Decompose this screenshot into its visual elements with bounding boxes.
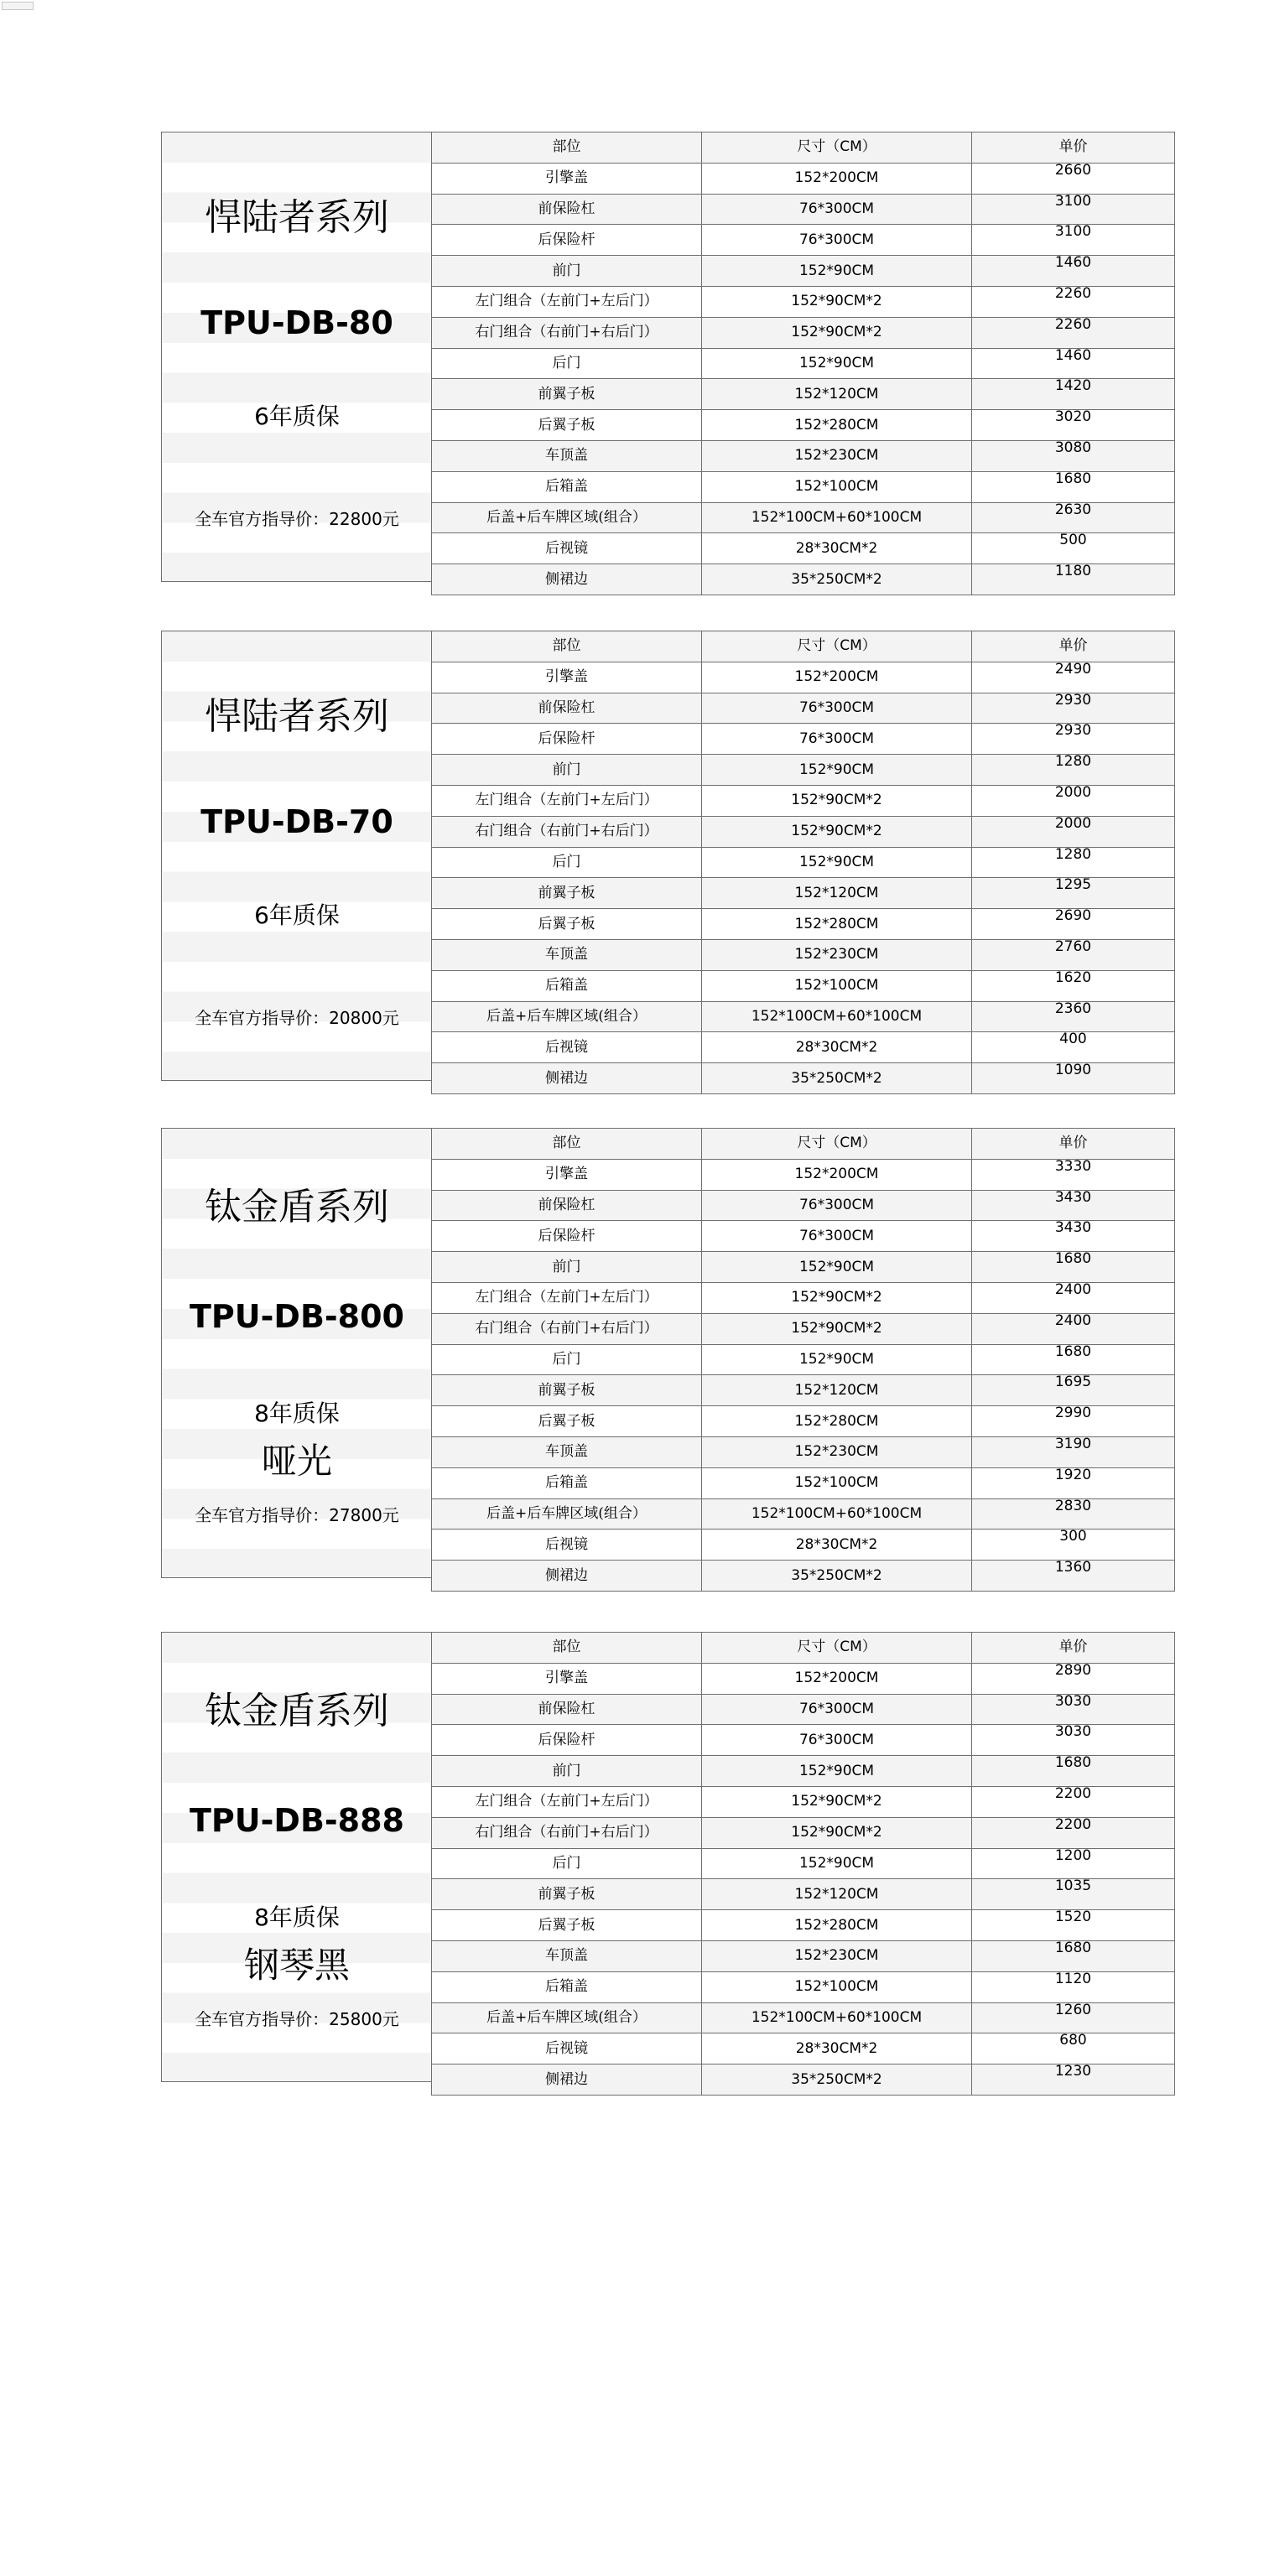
table-row xyxy=(432,1063,1175,1094)
table-row xyxy=(432,909,1175,940)
price-cell: 3030 xyxy=(972,1694,1175,1725)
size-cell: 152*100CM+60*100CM xyxy=(702,1498,972,1530)
table-header-row xyxy=(432,1129,1175,1160)
price-cell: 2630 xyxy=(972,502,1175,533)
part-cell: 侧裙边 xyxy=(432,1063,702,1094)
size-cell: 35*250CM*2 xyxy=(702,1063,972,1094)
size-cell: 152*100CM+60*100CM xyxy=(702,1001,972,1032)
size-cell: 76*300CM xyxy=(702,1221,972,1252)
part-cell: 后视镜 xyxy=(432,1032,702,1063)
product-info-panel xyxy=(161,1128,431,1578)
table-row xyxy=(432,755,1175,786)
size-cell: 152*90CM*2 xyxy=(702,1817,972,1848)
price-cell: 1180 xyxy=(972,564,1175,595)
table-row xyxy=(432,256,1175,287)
table-row xyxy=(432,1561,1175,1592)
product-info-panel xyxy=(161,631,431,1081)
size-cell: 152*90CM xyxy=(702,847,972,878)
size-cell: 152*100CM xyxy=(702,471,972,502)
price-cell: 3100 xyxy=(972,194,1175,225)
part-cell: 引擎盖 xyxy=(432,1663,702,1694)
price-cell: 1460 xyxy=(972,256,1175,287)
warranty-label: 6年质保 xyxy=(254,402,340,430)
part-cell: 左门组合（左前门+左后门） xyxy=(432,785,702,816)
price-cell: 2930 xyxy=(972,724,1175,755)
size-cell: 76*300CM xyxy=(702,724,972,755)
table-row xyxy=(432,194,1175,225)
table-row xyxy=(432,1313,1175,1344)
price-cell: 1680 xyxy=(972,1756,1175,1787)
size-cell: 152*230CM xyxy=(702,1436,972,1467)
price-cell: 500 xyxy=(972,533,1175,564)
table-row xyxy=(432,1530,1175,1561)
table-row xyxy=(432,970,1175,1001)
price-cell: 1520 xyxy=(972,1910,1175,1941)
size-cell: 152*100CM+60*100CM xyxy=(702,502,972,533)
size-cell: 152*120CM xyxy=(702,1879,972,1910)
column-header-part: 部位 xyxy=(432,631,702,662)
price-cell: 3020 xyxy=(972,410,1175,441)
price-cell: 1680 xyxy=(972,1252,1175,1283)
table-row xyxy=(432,1375,1175,1406)
price-cell: 3430 xyxy=(972,1190,1175,1221)
part-cell: 后视镜 xyxy=(432,533,702,564)
price-cell: 1200 xyxy=(972,1848,1175,1879)
size-cell: 76*300CM xyxy=(702,1190,972,1221)
size-cell: 152*200CM xyxy=(702,1663,972,1694)
parts-price-table xyxy=(431,1632,1175,2096)
table-row xyxy=(432,379,1175,410)
part-cell: 前保险杠 xyxy=(432,693,702,724)
table-row xyxy=(432,878,1175,909)
price-cell: 2200 xyxy=(972,1786,1175,1817)
size-cell: 152*90CM*2 xyxy=(702,816,972,847)
table-row xyxy=(432,1221,1175,1252)
part-cell: 后视镜 xyxy=(432,1530,702,1561)
column-header-price: 单价 xyxy=(972,1633,1175,1664)
price-cell: 2200 xyxy=(972,1817,1175,1848)
size-cell: 76*300CM xyxy=(702,194,972,225)
price-block-tpu-db-80 xyxy=(161,132,1174,588)
size-cell: 152*90CM*2 xyxy=(702,1313,972,1344)
part-cell: 后箱盖 xyxy=(432,471,702,502)
price-cell: 2260 xyxy=(972,286,1175,317)
size-cell: 152*120CM xyxy=(702,1375,972,1406)
table-row xyxy=(432,1159,1175,1190)
part-cell: 车顶盖 xyxy=(432,440,702,471)
price-cell: 1120 xyxy=(972,1971,1175,2002)
price-cell: 1230 xyxy=(972,2064,1175,2096)
part-cell: 右门组合（右前门+右后门） xyxy=(432,1817,702,1848)
size-cell: 152*100CM+60*100CM xyxy=(702,2002,972,2033)
table-row xyxy=(432,1756,1175,1787)
column-header-part: 部位 xyxy=(432,132,702,164)
price-cell: 1680 xyxy=(972,471,1175,502)
table-row xyxy=(432,410,1175,441)
column-header-size: 尺寸（CM） xyxy=(702,631,972,662)
table-row xyxy=(432,502,1175,533)
part-cell: 后门 xyxy=(432,847,702,878)
price-cell: 2490 xyxy=(972,662,1175,693)
size-cell: 152*90CM*2 xyxy=(702,1282,972,1313)
part-cell: 右门组合（右前门+右后门） xyxy=(432,816,702,847)
table-row xyxy=(432,1663,1175,1694)
price-cell: 1035 xyxy=(972,1879,1175,1910)
table-row xyxy=(432,1910,1175,1941)
finish-label: 哑光 xyxy=(261,1441,332,1482)
size-cell: 152*90CM xyxy=(702,755,972,786)
part-cell: 后翼子板 xyxy=(432,1910,702,1941)
price-cell: 3030 xyxy=(972,1725,1175,1756)
part-cell: 前门 xyxy=(432,256,702,287)
product-info-panel xyxy=(161,132,431,582)
part-cell: 后视镜 xyxy=(432,2033,702,2064)
size-cell: 152*200CM xyxy=(702,1159,972,1190)
table-row xyxy=(432,1940,1175,1971)
size-cell: 152*280CM xyxy=(702,1406,972,1437)
price-cell: 2260 xyxy=(972,317,1175,348)
part-cell: 后门 xyxy=(432,348,702,379)
size-cell: 28*30CM*2 xyxy=(702,1032,972,1063)
part-cell: 后保险杆 xyxy=(432,1221,702,1252)
table-row xyxy=(432,1498,1175,1530)
table-row xyxy=(432,2064,1175,2096)
price-cell: 2760 xyxy=(972,939,1175,970)
price-cell: 1280 xyxy=(972,755,1175,786)
part-cell: 引擎盖 xyxy=(432,662,702,693)
table-row xyxy=(432,847,1175,878)
price-cell: 2890 xyxy=(972,1663,1175,1694)
size-cell: 152*90CM xyxy=(702,1252,972,1283)
part-cell: 右门组合（右前门+右后门） xyxy=(432,317,702,348)
part-cell: 侧裙边 xyxy=(432,1561,702,1592)
price-cell: 3430 xyxy=(972,1221,1175,1252)
table-row xyxy=(432,693,1175,724)
table-row xyxy=(432,662,1175,693)
size-cell: 152*280CM xyxy=(702,1910,972,1941)
column-header-price: 单价 xyxy=(972,1129,1175,1160)
table-row xyxy=(432,2033,1175,2064)
table-row xyxy=(432,1848,1175,1879)
table-header-row xyxy=(432,631,1175,662)
parts-price-table xyxy=(431,1128,1175,1592)
size-cell: 76*300CM xyxy=(702,1694,972,1725)
part-cell: 后箱盖 xyxy=(432,1467,702,1498)
table-row xyxy=(432,533,1175,564)
model-name: TPU-DB-80 xyxy=(200,304,393,341)
price-cell: 1695 xyxy=(972,1375,1175,1406)
table-row xyxy=(432,163,1175,194)
price-cell: 400 xyxy=(972,1032,1175,1063)
part-cell: 前翼子板 xyxy=(432,878,702,909)
size-cell: 152*90CM*2 xyxy=(702,1786,972,1817)
part-cell: 前翼子板 xyxy=(432,379,702,410)
price-cell: 1620 xyxy=(972,970,1175,1001)
table-row xyxy=(432,1190,1175,1221)
part-cell: 右门组合（右前门+右后门） xyxy=(432,1313,702,1344)
column-header-size: 尺寸（CM） xyxy=(702,132,972,164)
parts-price-table xyxy=(431,132,1175,595)
table-row xyxy=(432,2002,1175,2033)
size-cell: 152*90CM xyxy=(702,1848,972,1879)
part-cell: 后盖+后车牌区域(组合） xyxy=(432,2002,702,2033)
table-row xyxy=(432,1001,1175,1032)
column-header-price: 单价 xyxy=(972,132,1175,164)
size-cell: 152*100CM xyxy=(702,1467,972,1498)
price-cell: 2690 xyxy=(972,909,1175,940)
price-cell: 1460 xyxy=(972,348,1175,379)
table-row xyxy=(432,816,1175,847)
table-row xyxy=(432,317,1175,348)
part-cell: 左门组合（左前门+左后门） xyxy=(432,1786,702,1817)
table-header-row xyxy=(432,132,1175,164)
price-cell: 1090 xyxy=(972,1063,1175,1094)
column-header-part: 部位 xyxy=(432,1129,702,1160)
price-block-tpu-db-800 xyxy=(161,1128,1174,1584)
table-row xyxy=(432,1694,1175,1725)
size-cell: 35*250CM*2 xyxy=(702,1561,972,1592)
size-cell: 35*250CM*2 xyxy=(702,564,972,595)
part-cell: 侧裙边 xyxy=(432,2064,702,2096)
price-cell: 2000 xyxy=(972,816,1175,847)
size-cell: 152*120CM xyxy=(702,878,972,909)
price-cell: 1420 xyxy=(972,379,1175,410)
model-name: TPU-DB-70 xyxy=(200,803,393,840)
table-row xyxy=(432,1786,1175,1817)
size-cell: 152*200CM xyxy=(702,662,972,693)
part-cell: 侧裙边 xyxy=(432,564,702,595)
size-cell: 76*300CM xyxy=(702,225,972,256)
part-cell: 后箱盖 xyxy=(432,970,702,1001)
table-row xyxy=(432,1406,1175,1437)
part-cell: 后门 xyxy=(432,1848,702,1879)
size-cell: 152*100CM xyxy=(702,1971,972,2002)
total-price: 全车官方指导价：22800元 xyxy=(195,509,399,529)
price-cell: 1920 xyxy=(972,1467,1175,1498)
price-cell: 300 xyxy=(972,1530,1175,1561)
size-cell: 152*200CM xyxy=(702,163,972,194)
size-cell: 152*90CM xyxy=(702,256,972,287)
table-row xyxy=(432,939,1175,970)
column-header-price: 单价 xyxy=(972,631,1175,662)
size-cell: 152*90CM xyxy=(702,1344,972,1375)
price-cell: 2000 xyxy=(972,785,1175,816)
table-row xyxy=(432,1879,1175,1910)
price-cell: 680 xyxy=(972,2033,1175,2064)
part-cell: 后箱盖 xyxy=(432,1971,702,2002)
part-cell: 前翼子板 xyxy=(432,1375,702,1406)
part-cell: 后保险杆 xyxy=(432,1725,702,1756)
size-cell: 152*100CM xyxy=(702,970,972,1001)
price-cell: 3190 xyxy=(972,1436,1175,1467)
table-row xyxy=(432,1344,1175,1375)
part-cell: 后盖+后车牌区域(组合） xyxy=(432,1498,702,1530)
model-name: TPU-DB-888 xyxy=(190,1802,404,1839)
warranty-label: 8年质保 xyxy=(254,1903,340,1931)
part-cell: 左门组合（左前门+左后门） xyxy=(432,286,702,317)
part-cell: 引擎盖 xyxy=(432,1159,702,1190)
size-cell: 152*90CM*2 xyxy=(702,317,972,348)
part-cell: 后翼子板 xyxy=(432,909,702,940)
price-cell: 1360 xyxy=(972,1561,1175,1592)
price-cell: 1295 xyxy=(972,878,1175,909)
part-cell: 后盖+后车牌区域(组合） xyxy=(432,502,702,533)
part-cell: 前保险杠 xyxy=(432,1694,702,1725)
table-row xyxy=(432,1971,1175,2002)
price-cell: 2930 xyxy=(972,693,1175,724)
size-cell: 76*300CM xyxy=(702,693,972,724)
price-cell: 2400 xyxy=(972,1282,1175,1313)
table-row xyxy=(432,724,1175,755)
size-cell: 152*230CM xyxy=(702,1940,972,1971)
part-cell: 后翼子板 xyxy=(432,1406,702,1437)
table-row xyxy=(432,440,1175,471)
price-cell: 2830 xyxy=(972,1498,1175,1530)
price-cell: 2360 xyxy=(972,1001,1175,1032)
part-cell: 引擎盖 xyxy=(432,163,702,194)
table-row xyxy=(432,1252,1175,1283)
part-cell: 前门 xyxy=(432,1756,702,1787)
size-cell: 152*90CM xyxy=(702,348,972,379)
table-row xyxy=(432,1436,1175,1467)
column-header-size: 尺寸（CM） xyxy=(702,1129,972,1160)
size-cell: 152*90CM*2 xyxy=(702,785,972,816)
price-cell: 1260 xyxy=(972,2002,1175,2033)
size-cell: 152*280CM xyxy=(702,909,972,940)
finish-label: 钢琴黑 xyxy=(243,1945,350,1986)
column-header-size: 尺寸（CM） xyxy=(702,1633,972,1664)
series-name: 钛金盾系列 xyxy=(205,1186,389,1228)
total-price: 全车官方指导价：25800元 xyxy=(195,2009,399,2029)
column-header-part: 部位 xyxy=(432,1633,702,1664)
part-cell: 前保险杠 xyxy=(432,1190,702,1221)
part-cell: 左门组合（左前门+左后门） xyxy=(432,1282,702,1313)
part-cell: 前翼子板 xyxy=(432,1879,702,1910)
table-row xyxy=(432,1032,1175,1063)
warranty-label: 6年质保 xyxy=(254,901,340,929)
size-cell: 152*230CM xyxy=(702,939,972,970)
size-cell: 152*90CM xyxy=(702,1756,972,1787)
price-cell: 1280 xyxy=(972,847,1175,878)
size-cell: 28*30CM*2 xyxy=(702,533,972,564)
part-cell: 后盖+后车牌区域(组合） xyxy=(432,1001,702,1032)
series-name: 悍陆者系列 xyxy=(205,196,389,239)
table-header-row xyxy=(432,1633,1175,1664)
size-cell: 35*250CM*2 xyxy=(702,2064,972,2096)
part-cell: 车顶盖 xyxy=(432,1436,702,1467)
price-cell: 1680 xyxy=(972,1940,1175,1971)
table-row xyxy=(432,785,1175,816)
price-block-tpu-db-70 xyxy=(161,631,1174,1087)
price-cell: 3080 xyxy=(972,440,1175,471)
part-cell: 后保险杆 xyxy=(432,225,702,256)
part-cell: 后门 xyxy=(432,1344,702,1375)
table-row xyxy=(432,286,1175,317)
price-cell: 1680 xyxy=(972,1344,1175,1375)
total-price: 全车官方指导价：27800元 xyxy=(195,1505,399,1525)
parts-price-table xyxy=(431,631,1175,1094)
size-cell: 28*30CM*2 xyxy=(702,2033,972,2064)
price-cell: 3100 xyxy=(972,225,1175,256)
part-cell: 前门 xyxy=(432,1252,702,1283)
series-name: 悍陆者系列 xyxy=(205,695,389,738)
table-row xyxy=(432,1467,1175,1498)
price-cell: 2400 xyxy=(972,1313,1175,1344)
table-row xyxy=(432,1725,1175,1756)
size-cell: 28*30CM*2 xyxy=(702,1530,972,1561)
part-cell: 车顶盖 xyxy=(432,939,702,970)
total-price: 全车官方指导价：20800元 xyxy=(195,1008,399,1028)
price-block-tpu-db-888 xyxy=(161,1632,1174,2088)
part-cell: 前保险杠 xyxy=(432,194,702,225)
price-cell: 2660 xyxy=(972,163,1175,194)
price-cell: 2990 xyxy=(972,1406,1175,1437)
part-cell: 后保险杆 xyxy=(432,724,702,755)
table-row xyxy=(432,471,1175,502)
size-cell: 152*280CM xyxy=(702,410,972,441)
table-row xyxy=(432,1817,1175,1848)
part-cell: 后翼子板 xyxy=(432,410,702,441)
size-cell: 152*120CM xyxy=(702,379,972,410)
size-cell: 152*90CM*2 xyxy=(702,286,972,317)
part-cell: 车顶盖 xyxy=(432,1940,702,1971)
series-name: 钛金盾系列 xyxy=(205,1690,389,1732)
table-row xyxy=(432,348,1175,379)
table-row xyxy=(432,564,1175,595)
product-info-panel xyxy=(161,1632,431,2082)
image-placeholder-icon xyxy=(2,2,34,10)
price-cell: 3330 xyxy=(972,1159,1175,1190)
warranty-label: 8年质保 xyxy=(254,1400,340,1427)
size-cell: 152*230CM xyxy=(702,440,972,471)
table-row xyxy=(432,1282,1175,1313)
model-name: TPU-DB-800 xyxy=(190,1298,404,1335)
part-cell: 前门 xyxy=(432,755,702,786)
size-cell: 76*300CM xyxy=(702,1725,972,1756)
table-row xyxy=(432,225,1175,256)
